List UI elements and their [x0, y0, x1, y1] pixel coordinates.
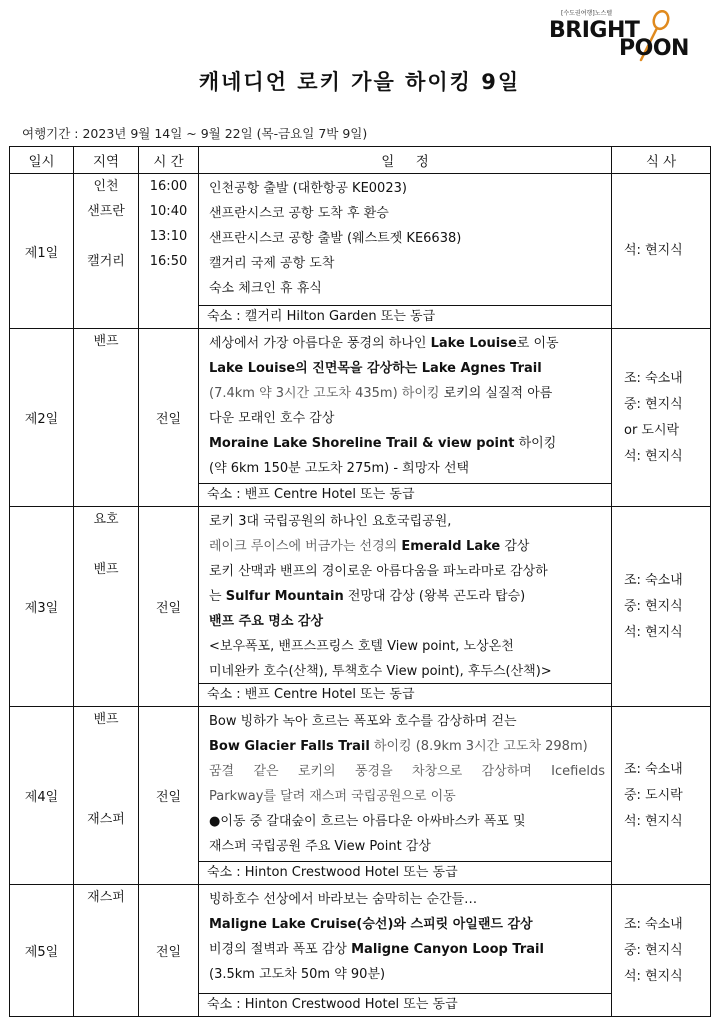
itinerary-text: 재스퍼 국립공원 주요 View Point 감상: [209, 839, 431, 854]
itinerary-text: 세상에서 가장 아름다운 풍경의 하나인: [209, 336, 431, 351]
meal-item: 조: 숙소내: [624, 916, 683, 932]
region-cell: [74, 329, 139, 507]
page-title: 캐네디언 로키 가을 하이킹 9일: [198, 70, 521, 94]
itinerary-text: Bow 빙하가 녹아 흐르는 폭포와 호수를 감상하며 걷는: [209, 714, 517, 729]
itinerary-line: [209, 887, 605, 912]
day-cell: 제2일: [10, 329, 74, 507]
region-cell: [74, 507, 139, 707]
itinerary-text: 하이킹 (8.9km 3시간 고도차 298m): [369, 739, 588, 754]
itinerary-text: Parkway를 달려 재스퍼 국립공원으로 이동: [209, 789, 456, 804]
meal-item: 중: 현지식: [624, 396, 683, 412]
itinerary-line: [209, 534, 605, 559]
itinerary-line: [209, 456, 605, 481]
brand-word-poon: POON: [619, 36, 689, 61]
itinerary-text: (약 6km 150분 고도차 275m) - 희망자 선택: [209, 461, 470, 476]
itinerary-text: Maligne Lake Cruise(승선)와 스피릿 아일랜드 감상: [209, 917, 533, 932]
itinerary-text: <보우폭포, 밴프스프링스 호텔 View point, 노상온천: [209, 639, 514, 654]
header-time: 시 간: [139, 147, 199, 174]
meal-item: 중: 도시락: [624, 787, 683, 803]
time-value: 13:10: [149, 229, 188, 244]
itinerary-body: [10, 174, 711, 1017]
itinerary-line: [209, 734, 605, 759]
region-cell: [74, 174, 139, 329]
table-header-row: [10, 147, 711, 174]
itinerary-text: 는: [209, 589, 226, 604]
itinerary-line: [209, 809, 605, 834]
itinerary-line: [209, 509, 605, 534]
day-cell: 제4일: [10, 707, 74, 885]
region-name: 인천: [93, 179, 119, 194]
header-day: 일시: [10, 147, 74, 174]
itinerary-text: 미네완카 호수(산책), 투책호수 View point), 후두스(산책)>: [209, 664, 552, 679]
itinerary-line: [209, 937, 605, 962]
itinerary-text: Sulfur Mountain: [225, 589, 344, 604]
table-row: [10, 174, 711, 329]
itinerary-line: [209, 331, 605, 356]
itinerary-text: 감상: [500, 539, 530, 554]
itinerary-text: 로키 3대 국립공원의 하나인 요호국립공원,: [209, 514, 452, 529]
region-cell: [74, 885, 139, 1017]
time-cell: 전일: [139, 507, 199, 707]
region-name: 밴프: [93, 334, 119, 349]
region-name: 캘거리: [87, 254, 125, 269]
region-name: [74, 532, 138, 557]
region-name: [74, 757, 138, 782]
region-name: 재스퍼: [87, 812, 125, 827]
meal-item: 석: 현지식: [624, 813, 683, 829]
meal-item: 중: 현지식: [624, 598, 683, 614]
time-cell: 전일: [139, 329, 199, 507]
lodging-line: 숙소 : 캘거리 Hilton Garden 또는 동급: [199, 305, 612, 328]
meal-item: or 도시락: [624, 422, 680, 438]
day-cell: 제5일: [10, 885, 74, 1017]
itinerary-text: (3.5km 고도차 50m 약 90분): [209, 967, 386, 982]
itinerary-line: [209, 609, 605, 634]
region-name: [74, 732, 138, 757]
itinerary-text: 꿈결 같은 로키의 풍경을 차창으로 감상하며 Icefields: [209, 764, 605, 779]
itinerary-line: [209, 276, 605, 301]
itinerary-text: (7.4km 약 3시간 고도차 435m) 하이킹: [209, 386, 444, 401]
meal-item: 석: 현지식: [624, 624, 683, 640]
travel-period: 여행기간 : 2023년 9월 14일 ~ 9월 22일 (목-금요일 7박 9일): [22, 126, 368, 141]
meal-cell: [612, 329, 711, 507]
header-region: 지역: [74, 147, 139, 174]
itinerary-table: [9, 146, 711, 1017]
itinerary-cell: [199, 507, 612, 707]
itinerary-cell: [199, 174, 612, 329]
itinerary-text: 로키의 실질적 아름: [443, 386, 553, 401]
itinerary-text: Moraine Lake Shoreline Trail & view point: [209, 436, 515, 451]
meal-cell: [612, 174, 711, 329]
region-name: [74, 224, 138, 249]
itinerary-line: [209, 659, 605, 684]
lodging-line: 숙소 : 밴프 Centre Hotel 또는 동급: [199, 483, 612, 506]
lodging-line: 숙소 : 밴프 Centre Hotel 또는 동급: [199, 683, 612, 706]
itinerary-text: Lake Louise: [430, 336, 517, 351]
region-name: 요호: [93, 512, 119, 527]
itinerary-line: [209, 962, 605, 987]
brand-word-bright: BRIGHT: [549, 18, 640, 43]
itinerary-text: 빙하호수 선상에서 바라보는 숨막히는 순간들…: [209, 892, 478, 907]
itinerary-cell: [199, 329, 612, 507]
header-itinerary: 일 정: [199, 147, 612, 174]
itinerary-cell: [199, 707, 612, 885]
itinerary-lines: [199, 174, 611, 303]
itinerary-text: Bow Glacier Falls Trail: [209, 739, 370, 754]
table-row: [10, 885, 711, 1017]
itinerary-text: 샌프란시스코 공항 도착 후 환승: [209, 206, 389, 221]
itinerary-text: 전망대 감상 (왕복 곤도라 탑승): [343, 589, 526, 604]
itinerary-text: 레이크 루이스에 버금가는 선경의: [209, 539, 402, 554]
region-name: [74, 782, 138, 807]
itinerary-text: Emerald Lake: [401, 539, 501, 554]
itinerary-text: 다운 모래인 호수 감상: [209, 411, 335, 426]
itinerary-line: [209, 834, 605, 859]
meal-item: 조: 숙소내: [624, 761, 683, 777]
itinerary-line: [209, 784, 605, 809]
region-name: 샌프란: [87, 204, 125, 219]
meal-cell: [612, 707, 711, 885]
region-name: 밴프: [93, 562, 119, 577]
meal-cell: [612, 507, 711, 707]
itinerary-cell: [199, 885, 612, 1017]
meal-item: 중: 현지식: [624, 942, 683, 958]
itinerary-line: [209, 759, 605, 784]
itinerary-line: [209, 251, 605, 276]
table-row: [10, 507, 711, 707]
table-row: [10, 707, 711, 885]
itinerary-line: [209, 356, 605, 381]
itinerary-line: [209, 381, 605, 406]
itinerary-text: 숙소 체크인 휴 휴식: [209, 281, 322, 296]
itinerary-text: Lake Louise의 진면목을 감상하는 Lake Agnes Trail: [209, 361, 542, 376]
time-value: 10:40: [149, 204, 188, 219]
itinerary-line: [209, 584, 605, 609]
itinerary-line: [209, 634, 605, 659]
brand-logo: [549, 6, 709, 62]
meal-item: 석: 현지식: [624, 243, 683, 258]
itinerary-line: [209, 709, 605, 734]
table-row: [10, 329, 711, 507]
itinerary-text: 로키 산맥과 밴프의 경이로운 아름다움을 파노라마로 감상하: [209, 564, 548, 579]
itinerary-text: 비경의 절벽과 폭포 감상: [209, 942, 352, 957]
itinerary-text: 캘거리 국제 공항 도착: [209, 256, 335, 271]
lodging-line: 숙소 : Hinton Crestwood Hotel 또는 동급: [199, 861, 612, 884]
time-value: 16:50: [149, 254, 188, 269]
itinerary-line: [209, 431, 605, 456]
meal-item: 석: 현지식: [624, 448, 683, 464]
itinerary-line: [209, 176, 605, 201]
region-cell: [74, 707, 139, 885]
region-name: 밴프: [93, 712, 119, 727]
time-value: 16:00: [149, 179, 188, 194]
itinerary-text: Maligne Canyon Loop Trail: [351, 942, 544, 957]
itinerary-text: 밴프 주요 명소 감상: [209, 614, 324, 629]
itinerary-lines: [199, 707, 611, 861]
itinerary-line: [209, 912, 605, 937]
itinerary-text: 샌프란시스코 공항 출발 (웨스트젯 KE6638): [209, 231, 462, 246]
meal-cell: [612, 885, 711, 1017]
meal-item: 석: 현지식: [624, 968, 683, 984]
region-name: 재스퍼: [87, 890, 125, 905]
lodging-line: 숙소 : Hinton Crestwood Hotel 또는 동급: [199, 993, 612, 1016]
itinerary-line: [209, 201, 605, 226]
itinerary-text: 인천공항 출발 (대한항공 KE0023): [209, 181, 407, 196]
itinerary-text: 로 이동: [516, 336, 559, 351]
time-cell: 전일: [139, 885, 199, 1017]
itinerary-lines: [199, 329, 611, 483]
itinerary-line: [209, 559, 605, 584]
meal-item: 조: 숙소내: [624, 370, 683, 386]
itinerary-text: 하이킹: [514, 436, 557, 451]
day-cell: 제1일: [10, 174, 74, 329]
itinerary-lines: [199, 507, 611, 686]
header-meal: 식 사: [612, 147, 711, 174]
meal-item: 조: 숙소내: [624, 572, 683, 588]
itinerary-line: [209, 226, 605, 251]
time-cell: 전일: [139, 707, 199, 885]
itinerary-lines: [199, 885, 611, 989]
itinerary-line: [209, 406, 605, 431]
time-cell: [139, 174, 199, 329]
brand-tagline: [수도권여행]노스텔: [561, 10, 613, 17]
itinerary-text: ●이동 중 갈대숲이 흐르는 아름다운 아싸바스카 폭포 및: [209, 814, 526, 829]
day-cell: 제3일: [10, 507, 74, 707]
